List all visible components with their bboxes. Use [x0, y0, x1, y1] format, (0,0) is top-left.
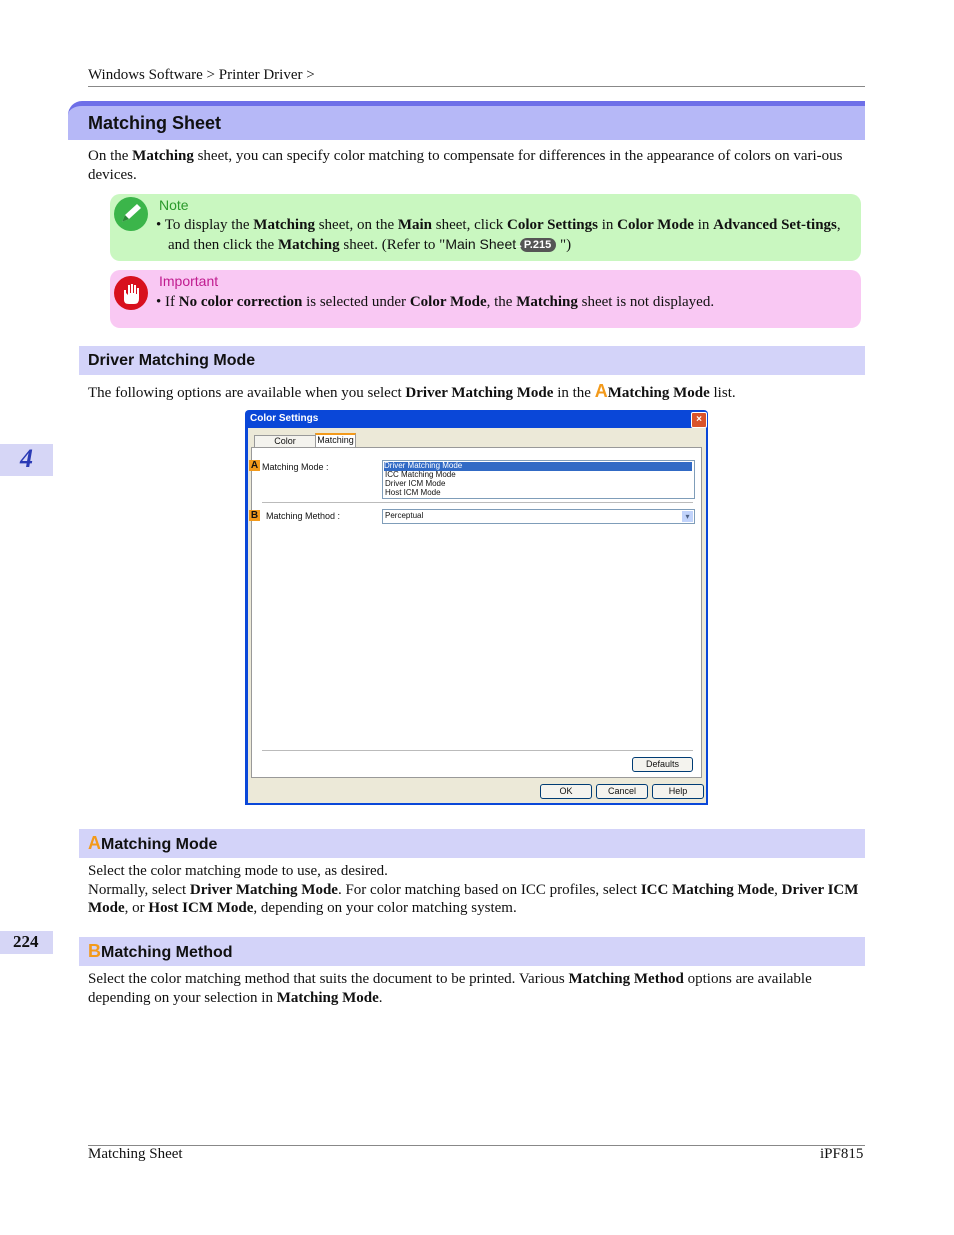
mm-bold: Host ICM Mode	[148, 900, 254, 916]
note-bold: Matching	[253, 217, 315, 233]
note-label: Note	[159, 197, 189, 213]
list-item[interactable]: ICC Matching Mode	[385, 470, 456, 479]
dm-bold: Driver Matching Mode	[405, 385, 554, 401]
mt-bold: Matching Method	[568, 971, 684, 987]
heading-text: Matching Mode	[101, 836, 218, 853]
intro-bold: Matching	[132, 148, 194, 164]
mt-run: Select the color matching method that suits the document to be printed. Various	[88, 971, 569, 987]
mt-run: options are available depending on your selection in	[88, 971, 812, 1006]
list-item[interactable]: Driver Matching Mode	[384, 462, 692, 471]
note-run: in	[598, 217, 618, 233]
matching-method-heading	[88, 941, 233, 962]
matching-mode-paragraph	[88, 862, 863, 918]
breadcrumb: Windows Software > Printer Driver >	[88, 67, 315, 83]
driver-matching-mode-heading: Driver Matching Mode	[88, 352, 256, 369]
intro-text: On the	[88, 148, 133, 164]
imp-bold: Matching	[516, 294, 578, 310]
pencil-icon	[114, 197, 148, 231]
page-ref-badge[interactable]: →P.215	[520, 238, 556, 252]
note-bold: Main	[397, 217, 433, 233]
tab-color-adjustment[interactable]: Color	[254, 435, 316, 448]
mm-bold: Driver ICM Mode	[88, 881, 859, 916]
imp-run: , the	[486, 294, 517, 310]
mt-run: .	[378, 989, 383, 1006]
imp-bold: Color Mode	[409, 294, 487, 310]
bullet: •	[156, 294, 162, 310]
note-bold: Advanced Set-tings	[713, 217, 837, 233]
note-text	[156, 216, 856, 254]
heading-text: Matching Method	[101, 944, 233, 961]
bullet: •	[156, 217, 162, 233]
matching-mode-heading	[88, 833, 217, 854]
mm-run: ,	[774, 881, 782, 898]
mm-run: Normally, select	[88, 881, 190, 898]
intro-paragraph	[88, 147, 858, 184]
matching-method-paragraph	[88, 970, 863, 1007]
imp-run: is selected under	[302, 294, 410, 310]
close-icon[interactable]: ×	[691, 412, 707, 428]
imp-run: sheet is not displayed.	[577, 294, 715, 310]
note-run: ")	[556, 236, 572, 253]
driver-mode-paragraph	[88, 381, 858, 403]
mm-bold: Driver Matching Mode	[189, 881, 338, 898]
note-bold: Matching	[277, 236, 340, 253]
matching-mode-list[interactable]	[382, 460, 695, 499]
letter-b-marker: B	[88, 941, 101, 961]
intro-text: sheet, you can specify color matching to compensate for differences in the appearance of colors on vari-ous devices.	[88, 148, 843, 183]
hand-stop-icon	[114, 276, 148, 310]
dm-bold: Matching Mode	[607, 385, 710, 401]
important-text	[156, 293, 856, 312]
chapter-number: 4	[20, 444, 33, 473]
list-item[interactable]: Driver ICM Mode	[385, 479, 446, 488]
mm-run: , depending on your color matching system.	[253, 900, 517, 916]
main-sheet-link[interactable]: Main Sheet	[445, 235, 517, 252]
matching-method-select[interactable]	[382, 509, 695, 524]
matching-method-label: Matching Method :	[266, 511, 341, 521]
note-bold: Color Settings	[507, 217, 598, 233]
note-run: , and then click the	[168, 217, 841, 253]
dm-run: list.	[709, 385, 736, 401]
dm-run: in the	[553, 385, 595, 401]
chevron-down-icon[interactable]: ▾	[682, 511, 693, 522]
select-value: Perceptual	[385, 511, 424, 520]
note-run: To display the	[164, 217, 254, 233]
letter-a-marker: A	[88, 833, 101, 853]
dm-run: The following options are available when you select	[88, 385, 406, 401]
mm-bold: ICC Matching Mode	[640, 881, 775, 898]
callout-a: A	[250, 460, 259, 471]
divider	[262, 750, 693, 751]
imp-run: If	[165, 294, 179, 310]
page-number: 224	[13, 932, 39, 951]
help-button[interactable]: Help	[652, 784, 704, 799]
defaults-button[interactable]: Defaults	[632, 757, 693, 772]
dialog-title: Color Settings	[250, 413, 319, 424]
note-run: sheet, on the	[314, 217, 398, 233]
note-bold: Color Mode	[617, 217, 694, 233]
important-label: Important	[159, 273, 219, 289]
tab-matching[interactable]: Matching	[315, 433, 356, 450]
mm-run: Select the color matching mode to use, as desired.	[88, 863, 388, 879]
mm-run: , or	[124, 900, 149, 916]
ok-button[interactable]: OK	[540, 784, 592, 799]
callout-b: B	[250, 510, 259, 521]
divider	[262, 502, 693, 503]
matching-mode-label: Matching Mode :	[262, 462, 329, 472]
mm-run: . For color matching based on ICC profiles, select	[337, 881, 641, 898]
section-title: Matching Sheet	[88, 113, 222, 133]
note-run: sheet. (Refer to "	[339, 236, 446, 253]
mt-bold: Matching Mode	[276, 989, 379, 1006]
note-run: in	[693, 217, 714, 233]
note-run: sheet, click	[432, 217, 508, 233]
footer-left: Matching Sheet	[88, 1146, 183, 1162]
list-item[interactable]: Host ICM Mode	[385, 488, 441, 497]
footer-rule	[88, 1145, 865, 1146]
cancel-button[interactable]: Cancel	[596, 784, 648, 799]
imp-bold: No color correction	[178, 294, 303, 310]
header-rule	[88, 86, 865, 87]
letter-a-marker: A	[594, 381, 608, 401]
footer-right: iPF815	[820, 1146, 864, 1162]
